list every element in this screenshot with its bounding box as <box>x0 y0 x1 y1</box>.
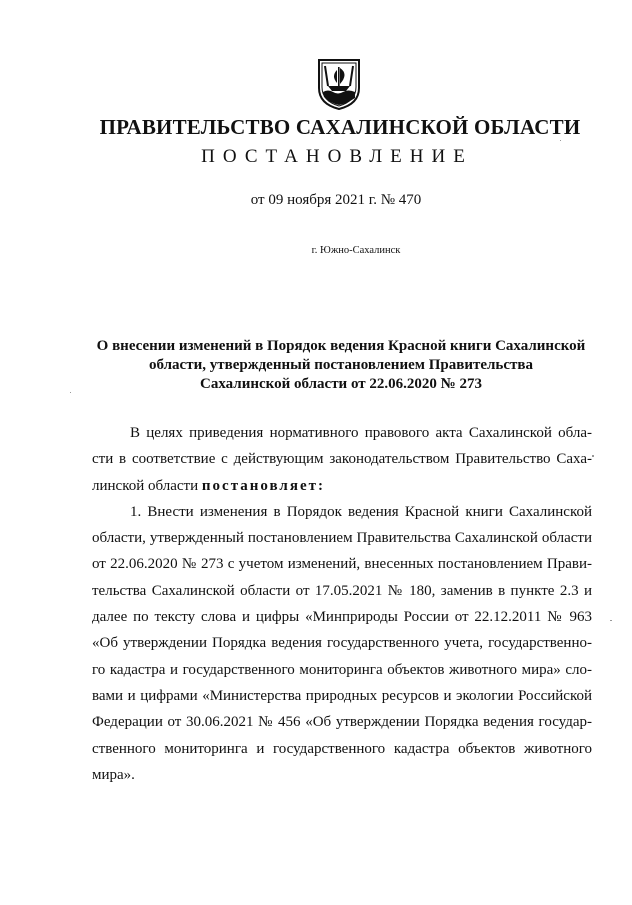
document-date-number: от 09 ноября 2021 г. № 470 <box>250 192 422 208</box>
resolution-keyword: постановляет: <box>201 477 325 494</box>
document-body <box>92 420 592 788</box>
scan-speck <box>610 620 612 621</box>
government-title: ПРАВИТЕЛЬСТВО САХАЛИНСКОЙ ОБЛАСТИ <box>99 115 581 139</box>
item-line: далее по тексту слова и цифры «Минприроды России от 22.12.2011 № 963 <box>92 609 592 626</box>
item-line: области, утвержденный постановлением Правительства Сахалинской области <box>92 530 592 547</box>
document-subject <box>90 337 592 394</box>
subject-line: Сахалинской области от 22.06.2020 № 273 <box>200 376 482 392</box>
item-line: 1. Внести изменения в Порядок ведения Красной книги Сахалинской <box>130 503 592 520</box>
item-line: «Об утверждении Порядка ведения государственного учета, государственно- <box>92 635 592 652</box>
scan-speck <box>560 140 561 141</box>
item-line: Федерации от 30.06.2021 № 456 «Об утверждении Порядка ведения государ- <box>92 714 592 731</box>
preamble-line: В целях приведения нормативного правового акта Сахалинской обла- <box>130 425 592 441</box>
item-line: го кадастра и государственного мониторинга объектов животного мира» сло- <box>92 661 592 678</box>
scan-speck <box>592 455 594 457</box>
scan-speck <box>70 392 71 393</box>
preamble-line <box>92 473 592 499</box>
document-place: г. Южно-Сахалинск <box>311 245 401 256</box>
item-line: ственного мониторинга и государственного кадастра объектов животного <box>92 740 592 757</box>
item-line: от 22.06.2020 № 273 с учетом изменений, внесенных постановлением Прави- <box>92 556 592 573</box>
coat-of-arms-icon <box>316 58 362 110</box>
subject-line: О внесении изменений в Порядок ведения Красной книги Сахалинской <box>96 338 586 354</box>
item-line: вами и цифрами «Министерства природных ресурсов и экологии Российской <box>92 687 592 704</box>
document-type: ПОСТАНОВЛЕНИЕ <box>201 146 473 167</box>
item-line: мира». <box>92 766 135 783</box>
subject-line: области, утвержденный постановлением Правительства <box>149 357 533 373</box>
item-line: тельства Сахалинской области от 17.05.2021 № 180, заменив в пункте 2.3 и <box>92 582 592 599</box>
preamble-prefix: линской области <box>92 477 199 494</box>
preamble-line: сти в соответствие с действующим законодательством Правительство Саха- <box>92 451 592 468</box>
